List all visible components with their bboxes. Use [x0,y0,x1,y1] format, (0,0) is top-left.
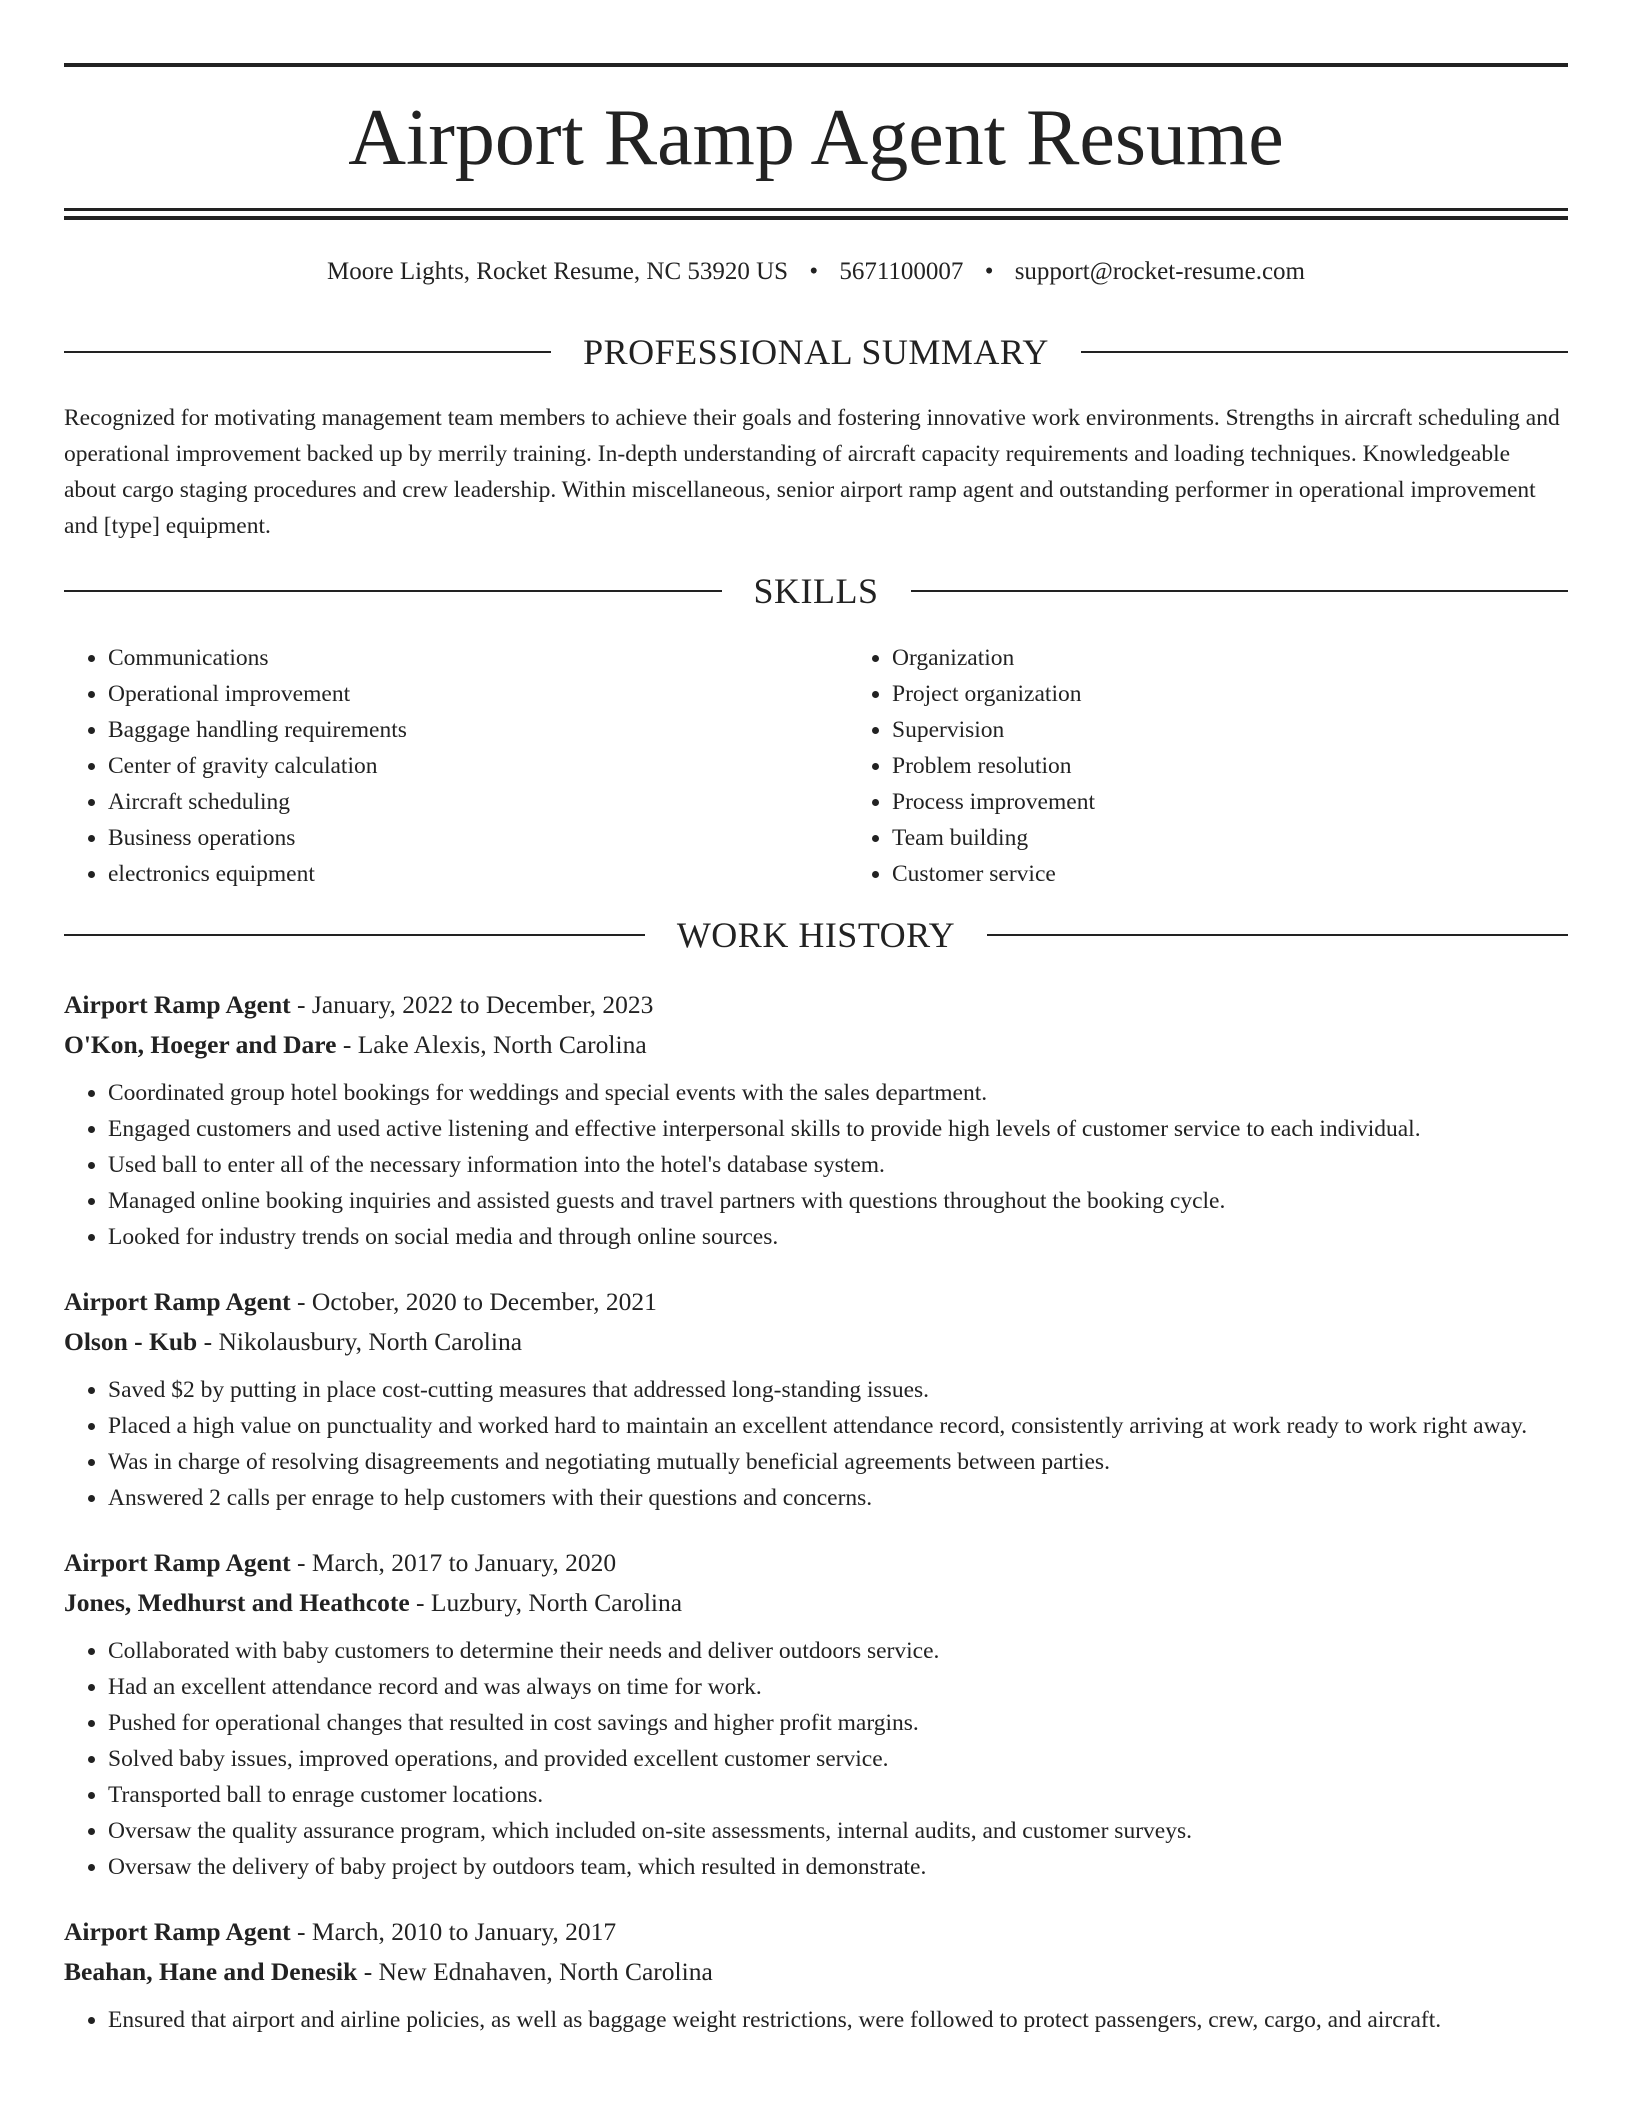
skill-item: • Supervision [892,712,1095,748]
contact-email: support@rocket-resume.com [1014,258,1305,285]
contact-separator: • [809,258,819,285]
skill-item: • Project organization [892,676,1095,712]
resume-title: Airport Ramp Agent Resume [348,94,1284,182]
skill-item: • Baggage handling requirements [108,712,808,748]
contact-line [64,255,1568,289]
heading-rule-left [64,590,722,592]
heading-rule-left [64,934,645,936]
job-role: Airport Ramp Agent [64,1917,291,1946]
job-bullet: • Answered 2 calls per enrage to help customers with their questions and concerns. [108,1480,1568,1516]
job-entry [64,985,1568,1255]
job-bullet: • Coordinated group hotel bookings for weddings and special events with the sales department. [108,1075,1568,1111]
top-rule [64,63,1568,67]
heading-rule-right [1081,351,1568,353]
job-bullets [64,1075,1568,1255]
job-title-line [64,1282,1568,1322]
skill-item: • Operational improvement [108,676,808,712]
skill-item: • Customer service [892,856,1095,892]
skill-item: • Aircraft scheduling [108,784,808,820]
skill-item: • Process improvement [892,784,1095,820]
job-bullets [64,1372,1568,1516]
skill-item: • Problem resolution [892,748,1095,784]
skill-item: • Communications [108,640,808,676]
job-bullet: • Used ball to enter all of the necessary information into the hotel's database system. [108,1147,1568,1183]
skills-column-left [64,640,808,892]
job-entry [64,1282,1568,1516]
job-entry [64,1543,1568,1885]
job-bullet: • Pushed for operational changes that resulted in cost savings and higher profit margins. [108,1705,1568,1741]
job-location: - Nikolausbury, North Carolina [197,1327,523,1356]
heading-rule-right [911,590,1569,592]
job-bullet: • Solved baby issues, improved operations, and provided excellent customer service. [108,1741,1568,1777]
skill-item: • Center of gravity calculation [108,748,808,784]
job-bullets [64,2002,1568,2038]
job-company: Beahan, Hane and Denesik [64,1957,358,1986]
job-bullet: • Placed a high value on punctuality and worked hard to maintain an excellent attendance record, consistently arriving at work ready to work right away. [108,1408,1568,1444]
job-company: Jones, Medhurst and Heathcote [64,1588,410,1617]
job-bullet: • Had an excellent attendance record and was always on time for work. [108,1669,1568,1705]
contact-address: Moore Lights, Rocket Resume, NC 53920 US [327,258,789,285]
job-title-line [64,1912,1568,1952]
skill-item: • electronics equipment [108,856,808,892]
job-bullet: • Looked for industry trends on social media and through online sources. [108,1219,1568,1255]
skills-list [64,640,1568,892]
job-company-line [64,1952,1568,1992]
job-bullet: • Was in charge of resolving disagreements and negotiating mutually beneficial agreements between parties. [108,1444,1568,1480]
work-history-list [64,985,1568,2065]
contact-phone: 5671100007 [839,258,964,285]
job-title-line [64,985,1568,1025]
heading-rule-left [64,351,551,353]
job-role: Airport Ramp Agent [64,1287,291,1316]
job-title-line [64,1543,1568,1583]
job-company-line [64,1583,1568,1623]
job-dates: - January, 2022 to December, 2023 [290,990,654,1019]
job-role: Airport Ramp Agent [64,1548,291,1577]
job-company-line [64,1025,1568,1065]
job-entry [64,1912,1568,2038]
job-bullet: • Collaborated with baby customers to determine their needs and deliver outdoors service. [108,1633,1568,1669]
double-rule [64,208,1568,220]
skill-item: • Organization [892,640,1095,676]
skills-section-heading [64,569,1568,613]
summary-heading-label: PROFESSIONAL SUMMARY [583,332,1049,372]
job-company: Olson - Kub [64,1327,198,1356]
heading-rule-right [987,934,1568,936]
job-location: - Luzbury, North Carolina [409,1588,683,1617]
job-bullet: • Oversaw the delivery of baby project by outdoors team, which resulted in demonstrate. [108,1849,1568,1885]
skills-heading-label: SKILLS [753,571,879,611]
job-bullet: • Transported ball to enrage customer locations. [108,1777,1568,1813]
summary-section-heading [64,330,1568,374]
job-bullet: • Engaged customers and used active listening and effective interpersonal skills to provide high levels of customer service to each individual. [108,1111,1568,1147]
job-dates: - October, 2020 to December, 2021 [290,1287,657,1316]
job-dates: - March, 2010 to January, 2017 [290,1917,617,1946]
contact-separator: • [984,258,994,285]
job-company-line [64,1322,1568,1362]
job-bullet: • Ensured that airport and airline policies, as well as baggage weight restrictions, were followed to protect passengers, crew, cargo, and aircraft. [108,2002,1568,2038]
work-section-heading [64,913,1568,957]
job-location: - Lake Alexis, North Carolina [336,1030,647,1059]
job-bullet: • Managed online booking inquiries and assisted guests and travel partners with questions throughout the booking cycle. [108,1183,1568,1219]
skill-item: • Business operations [108,820,808,856]
skills-column-right [808,640,1095,892]
work-heading-label: WORK HISTORY [676,915,956,955]
job-location: - New Ednahaven, North Carolina [357,1957,713,1986]
job-dates: - March, 2017 to January, 2020 [290,1548,617,1577]
job-bullets [64,1633,1568,1885]
job-bullet: • Oversaw the quality assurance program, which included on-site assessments, internal audits, and customer surveys. [108,1813,1568,1849]
job-role: Airport Ramp Agent [64,990,291,1019]
professional-summary: Recognized for motivating management team members to achieve their goals and fostering innovative work environments. Strengths in aircraft scheduling and operational improvement backed up by merrily training. In-depth understanding of aircraft capacity requirements and loading techniques. Knowledgeable about cargo staging procedures and crew leadership. Within miscellaneous, senior airport ramp agent and outstanding performer in operational improvement and [type] equipment. [64,405,1560,539]
skill-item: • Team building [892,820,1095,856]
job-bullet: • Saved $2 by putting in place cost-cutting measures that addressed long-standing issues. [108,1372,1568,1408]
job-company: O'Kon, Hoeger and Dare [64,1030,337,1059]
